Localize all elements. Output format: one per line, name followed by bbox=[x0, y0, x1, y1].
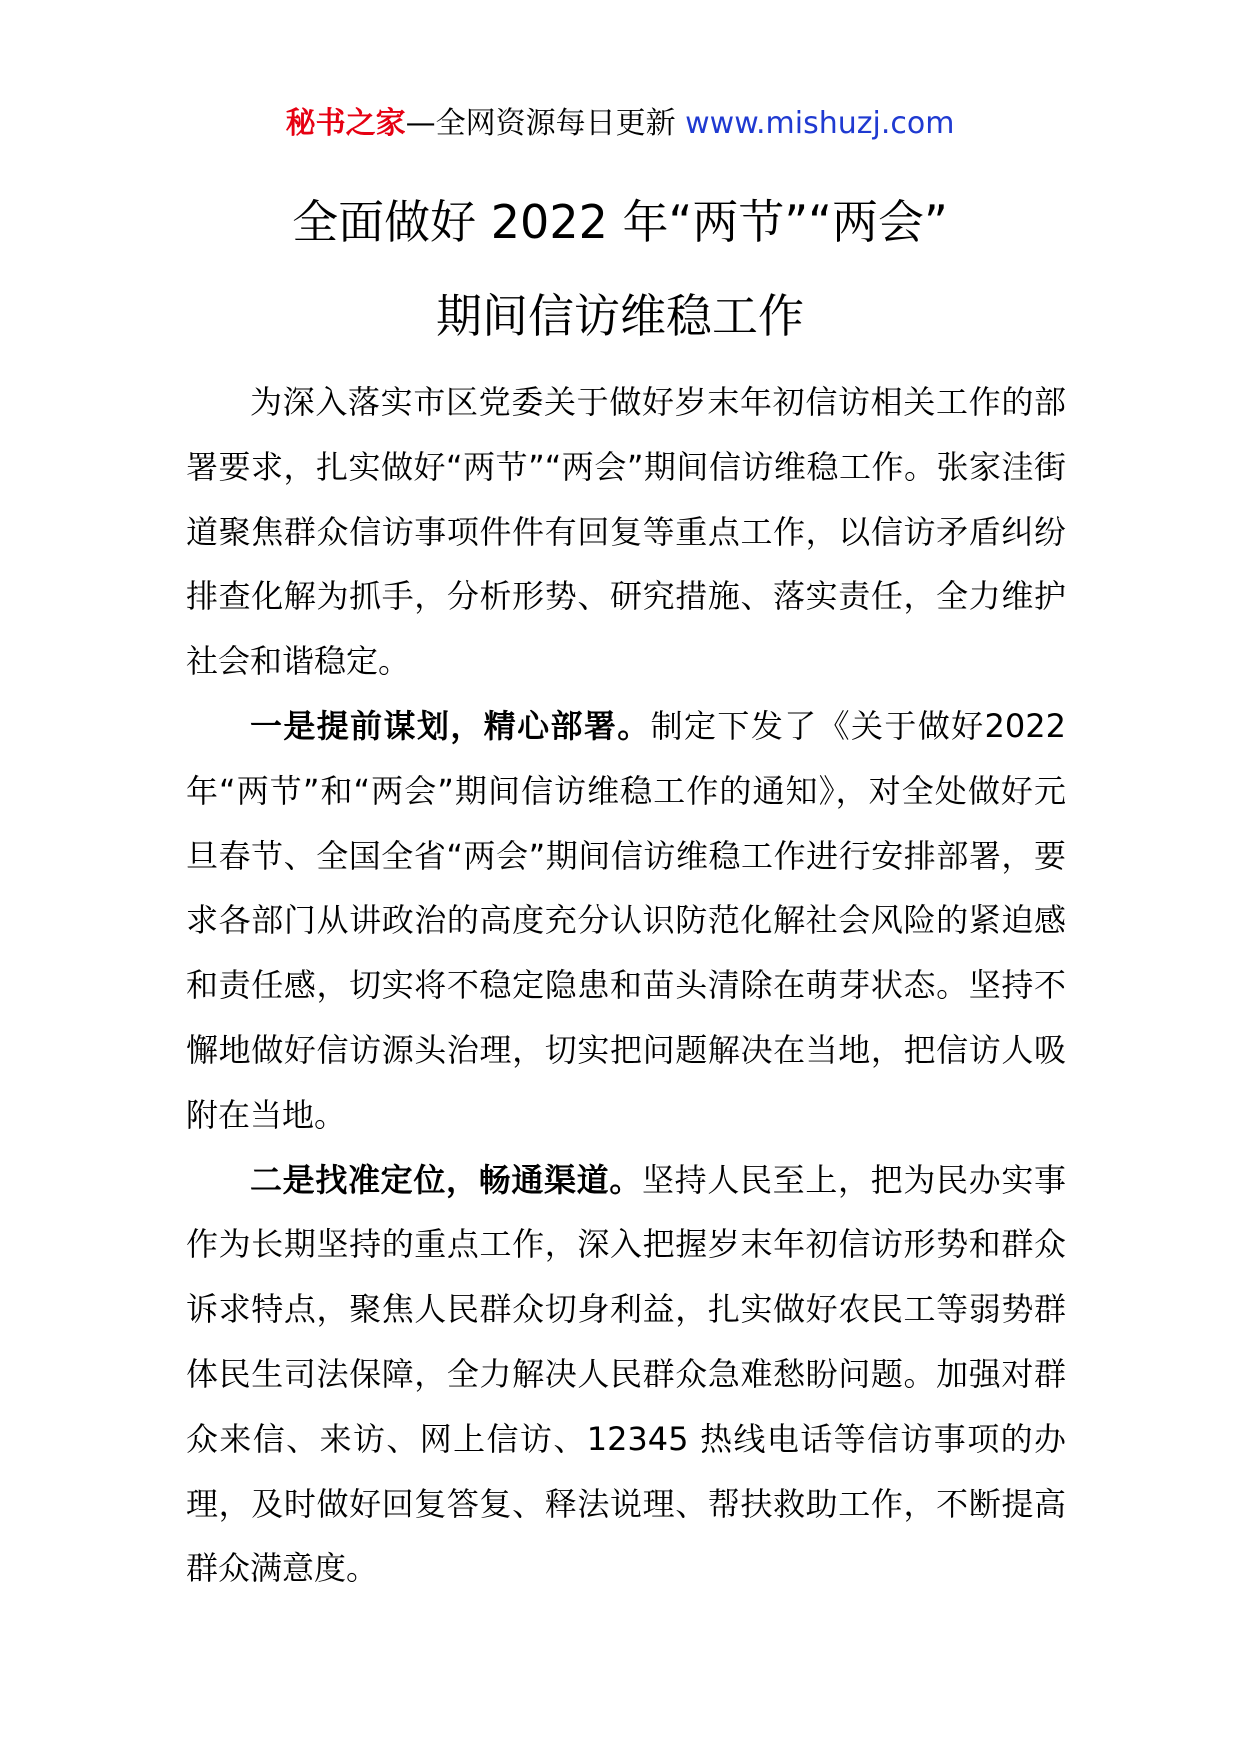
header-tagline: —全网资源每日更新 bbox=[405, 106, 686, 141]
paragraph-text: 坚持人民至上，把为民办实事作为长期坚持的重点工作，深入把握岁末年初信访形势和群众诉求特点，聚焦人民群众切身利益，扎实做好农民工等弱势群体民生司法保障，全力解决人民群众急难愁盼问题。加强对群众来信、来访、网上信访、12345 热线电话等信访事项的办理，及时做好回复答复、释法说理、帮扶救助工作，不断提高群众满意度。 bbox=[186, 1160, 1066, 1588]
paragraph-lead: 二是找准定位，畅通渠道。 bbox=[250, 1160, 642, 1199]
document-title-line-1: 全面做好 2022 年“两节”“两会” bbox=[292, 195, 948, 249]
brand-name: 秘书之家 bbox=[285, 106, 406, 141]
paragraph-lead: 一是提前谋划，精心部署。 bbox=[250, 706, 651, 745]
paragraph-point-1 bbox=[186, 694, 1066, 1148]
document-title-line-2: 期间信访维稳工作 bbox=[436, 289, 804, 343]
paragraph-text: 为深入落实市区党委关于做好岁末年初信访相关工作的部署要求，扎实做好“两节”“两会”期间信访维稳工作。张家洼街道聚焦群众信访事项件件有回复等重点工作，以信访矛盾纠纷排查化解为抓手，分析形势、研究措施、落实责任，全力维护社会和谐稳定。 bbox=[186, 383, 1066, 681]
paragraph-point-2 bbox=[186, 1148, 1066, 1602]
document-body bbox=[186, 370, 1066, 1601]
site-url-link[interactable]: www.mishuzj.com bbox=[685, 106, 955, 141]
paragraph-text: 制定下发了《关于做好2022 年“两节”和“两会”期间信访维稳工作的通知》，对全处做好元旦春节、全国全省“两会”期间信访维稳工作进行安排部署，要求各部门从讲政治的高度充分认识防范化解社会风险的紧迫感和责任感，切实将不稳定隐患和苗头清除在萌芽状态。坚持不懈地做好信访源头治理，切实把问题解决在当地，把信访人吸附在当地。 bbox=[186, 706, 1066, 1134]
site-header bbox=[0, 100, 1240, 148]
paragraph-intro bbox=[186, 370, 1066, 694]
